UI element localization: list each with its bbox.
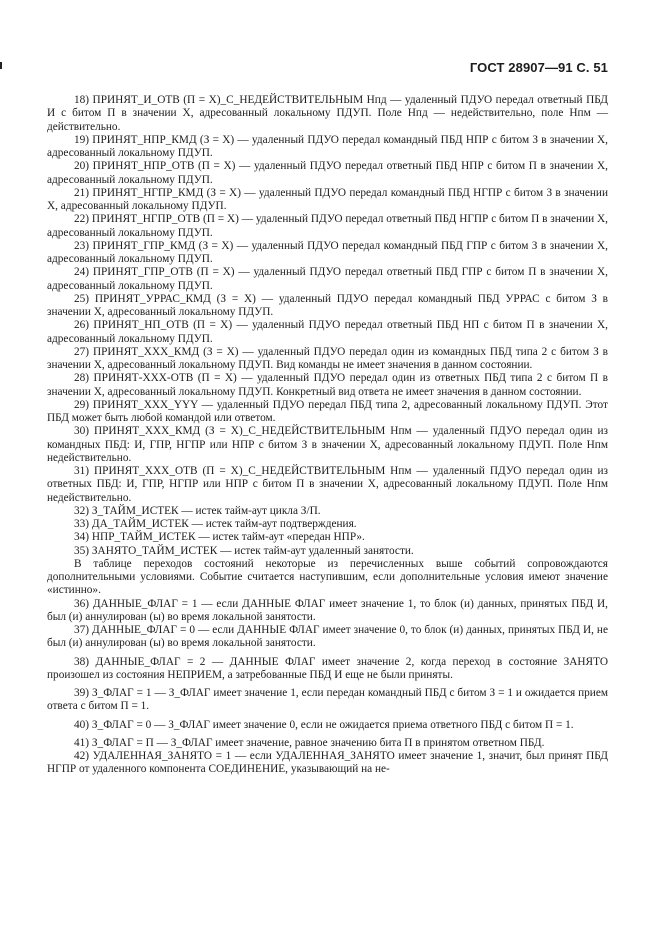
paragraph: 22) ПРИНЯТ_НГПР_ОТВ (П = Х) — удаленный ПДУО передал ответный ПБД НГПР с битом П в значении Х, адресованный локальному ПДУП. <box>47 213 608 239</box>
paragraph: 33) ДА_ТАЙМ_ИСТЕК — истек тайм-аут подтверждения. <box>74 518 357 530</box>
paragraph: 24) ПРИНЯТ_ГПР_ОТВ (П = Х) — удаленный ПДУО передал ответный ПБД ГПР с битом П в значении Х, адресованный локальному ПДУП. <box>47 266 608 292</box>
paragraph: 25) ПРИНЯТ_УРРАС_КМД (З = Х) — удаленный ПДУО передал командный ПБД УРРАС с битом З в значении Х, адресованный локальному ПДУП. <box>47 292 608 318</box>
paragraph: 18) ПРИНЯТ_И_ОТВ (П = Х)_С_НЕДЕЙСТВИТЕЛЬНЫМ Нпд — удаленный ПДУО передал ответный ПБД И с битом П в значении Х, адресованный локальному ПДУП. Поле Нпд — недействительно, поле Нпм — действительно. <box>47 94 608 133</box>
paragraph: 19) ПРИНЯТ_НПР_КМД (З = Х) — удаленный ПДУО передал командный ПБД НПР с битом З в значении Х, адресованный локальному ПДУП. <box>47 133 608 159</box>
paragraph: В таблице переходов состояний некоторые из перечисленных выше событий сопровождаются дополнительными условиями. Событие считается наступившим, если дополнительные условия имеют значение «истинно». <box>47 557 608 597</box>
margin-mark <box>0 62 2 69</box>
paragraph: 31) ПРИНЯТ_ХХХ_ОТВ (П = Х)_С_НЕДЕЙСТВИТЕЛЬНЫМ Нпм — удаленный ПДУО передал один из ответных ПБД: И, ГПР, НГПР или НПР с битом П в значении Х, адресованный локальному ПДУП. Поле Нпм недействительно. <box>47 465 608 504</box>
paragraph: 21) ПРИНЯТ_НГПР_КМД (З = Х) — удаленный ПДУО передал командный ПБД НГПР с битом З в значении Х, адресованный локальному ПДУП. <box>47 186 608 212</box>
document-body <box>47 94 608 777</box>
paragraph: 35) ЗАНЯТО_ТАЙМ_ИСТЕК — истек тайм-аут удаленный занятости. <box>74 544 414 557</box>
paragraph: 39) З_ФЛАГ = 1 — З_ФЛАГ имеет значение 1, если передан командный ПБД с битом З = 1 и ожидается прием ответа с битом П = 1. <box>47 687 608 713</box>
page-header: ГОСТ 28907—91 С. 51 <box>469 60 608 75</box>
paragraph: 26) ПРИНЯТ_НП_ОТВ (П = Х) — удаленный ПДУО передал ответный ПБД НП с битом П в значении Х, адресованный локальному ПДУП. <box>47 319 608 345</box>
paragraph: 23) ПРИНЯТ_ГПР_КМД (З = Х) — удаленный ПДУО передал командный ПБД ГПР с битом З в значении Х, адресованный локальному ПДУП. <box>47 239 608 265</box>
paragraph: 27) ПРИНЯТ_ХХХ_КМД (З = Х) — удаленный ПДУО передал один из командных ПБД типа 2 с битом З в значении Х, адресованный локальному ПДУП. Вид команды не имеет значения в данном состоянии. <box>47 345 608 371</box>
paragraph: 38) ДАННЫЕ_ФЛАГ = 2 — ДАННЫЕ ФЛАГ имеет значение 2, когда переход в состояние ЗАНЯТО произошел из состояния НЕПРИЕМ, а затребованные ПБД И еще не были приняты. <box>47 655 608 681</box>
paragraph: 41) З_ФЛАГ = П — З_ФЛАГ имеет значение, равное значению бита П в принятом ответном ПБД. <box>74 736 545 749</box>
paragraph: 30) ПРИНЯТ_ХХХ_КМД (З = Х)_С_НЕДЕЙСТВИТЕЛЬНЫМ Нпм — удаленный ПДУО передал один из командных ПБД: И, ГПР, НГПР или НПР с битом З в значении Х, адресованный локальному ПДУП. Поле Нпм недействительно. <box>47 425 608 464</box>
paragraph: 34) НПР_ТАЙМ_ИСТЕК — истек тайм-аут «передан НПР». <box>74 531 365 544</box>
paragraph: 32) З_ТАЙМ_ИСТЕК — истек тайм-аут цикла З/П. <box>74 504 321 517</box>
paragraph: 20) ПРИНЯТ_НПР_ОТВ (П = Х) — удаленный ПДУО передал ответный ПБД НПР с битом П в значении Х, адресованный локальному ПДУП. <box>47 160 608 186</box>
paragraph: 42) УДАЛЕННАЯ_ЗАНЯТО = 1 — если УДАЛЕННАЯ_ЗАНЯТО имеет значение 1, значит, был принят ПБД НГПР от удаленного компонента СОЕДИНЕНИЕ, указывающий на не- <box>47 750 608 776</box>
paragraph: 29) ПРИНЯТ_ХХХ_YYY — удаленный ПДУО передал ПБД типа 2, адресованный локальному ПДУП. Этот ПБД может быть любой командой или ответом. <box>47 398 608 424</box>
paragraph: 37) ДАННЫЕ_ФЛАГ = 0 — если ДАННЫЕ ФЛАГ имеет значение 0, то блок (и) данных, принятых ПБД И, не был (и) аннулирован (ы) во время локальной занятости. <box>47 624 608 650</box>
paragraph: 28) ПРИНЯТ-ХХХ-ОТВ (П = Х) — удаленный ПДУО передал один из ответных ПБД типа 2 с битом П в значении Х, адресованный локальному ПДУП. Конкретный вид ответа не имеет значения в данном состоянии. <box>47 372 608 398</box>
paragraph: 36) ДАННЫЕ_ФЛАГ = 1 — если ДАННЫЕ ФЛАГ имеет значение 1, то блок (и) данных, принятых ПБД И, был (и) аннулирован (ы) во время локальной занятости. <box>47 597 608 623</box>
paragraph: 40) З_ФЛАГ = 0 — З_ФЛАГ имеет значение 0, если не ожидается приема ответного ПБД с битом П = 1. <box>74 718 574 731</box>
